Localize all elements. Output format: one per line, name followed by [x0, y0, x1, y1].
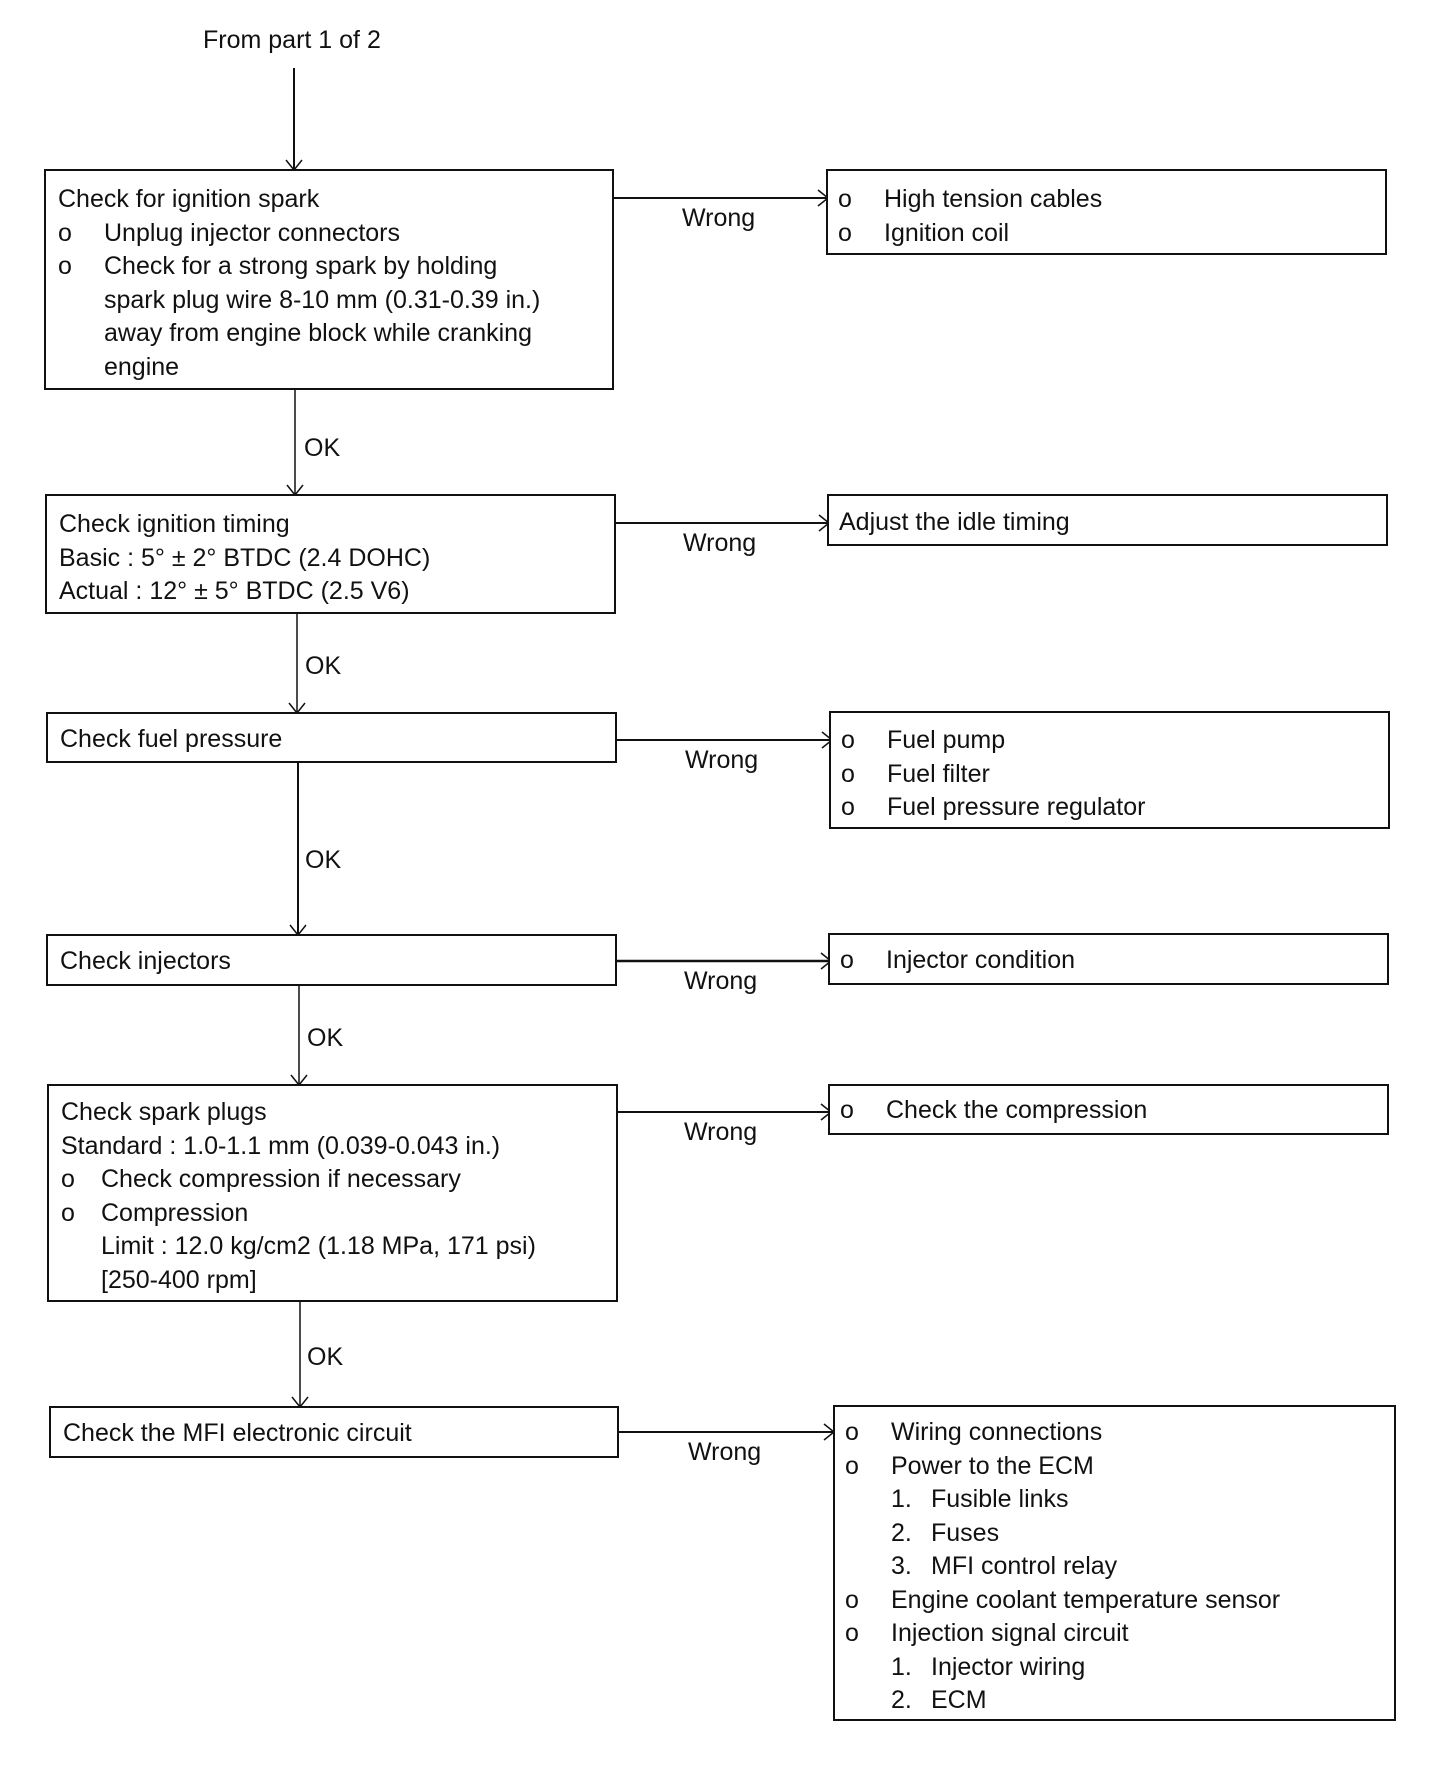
- ok-label: OK: [307, 1024, 344, 1052]
- remedy-spark-plugs: [828, 1084, 1389, 1135]
- step-title: Check spark plugs: [61, 1098, 267, 1126]
- wrong-label: Wrong: [683, 529, 757, 557]
- bullet-icon: o: [58, 252, 72, 280]
- remedy-ignition-spark: [826, 169, 1387, 255]
- bullet-icon: o: [838, 185, 852, 213]
- remedy-item: Wiring connections: [891, 1418, 1103, 1446]
- step-line: spark plug wire 8-10 mm (0.31-0.39 in.): [104, 285, 541, 314]
- remedy-subitem: MFI control relay: [931, 1552, 1118, 1580]
- bullet-icon: o: [61, 1165, 75, 1193]
- bullet-icon: o: [845, 1585, 859, 1614]
- remedy-subitem: ECM: [931, 1686, 987, 1714]
- step-ignition-timing: [45, 494, 616, 614]
- remedy-subitem: Injector wiring: [931, 1652, 1086, 1681]
- remedy-injectors: [828, 933, 1389, 985]
- bullet-icon: [58, 351, 104, 385]
- remedy-item: Adjust the idle timing: [839, 508, 1070, 536]
- step-title: Check the MFI electronic circuit: [63, 1419, 412, 1447]
- remedy-item: Power to the ECM: [891, 1451, 1094, 1480]
- step-line: Check for a strong spark by holding: [104, 252, 498, 280]
- remedy-subitem: Fuses: [931, 1518, 1000, 1547]
- wrong-label: Wrong: [682, 204, 756, 232]
- item-number: 3.: [891, 1552, 912, 1580]
- ok-label: OK: [305, 846, 342, 874]
- step-line: Standard : 1.0-1.1 mm (0.039-0.043 in.): [61, 1131, 501, 1160]
- step-line: Limit : 12.0 kg/cm2 (1.18 MPa, 171 psi): [101, 1232, 536, 1260]
- remedy-item: Ignition coil: [884, 218, 1010, 247]
- bullet-icon: o: [840, 1096, 854, 1124]
- bullet-icon: o: [841, 726, 855, 754]
- item-number: 2.: [891, 1686, 912, 1714]
- step-title: Check ignition timing: [59, 510, 290, 538]
- step-title: Check injectors: [60, 947, 231, 975]
- step-title: Check fuel pressure: [60, 725, 283, 753]
- bullet-icon: o: [58, 218, 72, 247]
- bullet-icon: o: [838, 218, 852, 247]
- step-line: Check compression if necessary: [101, 1165, 461, 1193]
- step-line: Compression: [101, 1198, 249, 1227]
- step-mfi-circuit: [49, 1406, 619, 1458]
- wrong-label: Wrong: [685, 746, 759, 774]
- remedy-mfi-circuit: [833, 1405, 1396, 1721]
- remedy-item: Fuel filter: [887, 759, 990, 788]
- step-spark-plugs: [47, 1084, 618, 1302]
- bullet-icon: [61, 1264, 101, 1298]
- step-line: away from engine block while cranking: [104, 319, 532, 347]
- step-line: Unplug injector connectors: [104, 218, 400, 247]
- wrong-label: Wrong: [688, 1438, 762, 1466]
- item-number: 1.: [891, 1485, 912, 1513]
- remedy-ignition-timing: [827, 494, 1388, 546]
- bullet-icon: o: [845, 1418, 859, 1446]
- remedy-item: Injection signal circuit: [891, 1619, 1129, 1647]
- remedy-fuel-pressure: [829, 711, 1390, 829]
- bullet-icon: o: [845, 1451, 859, 1480]
- step-line: Basic : 5° ± 2° BTDC (2.4 DOHC): [59, 543, 431, 572]
- remedy-item: High tension cables: [884, 185, 1103, 213]
- bullet-icon: [58, 284, 104, 318]
- step-line: engine: [104, 352, 180, 381]
- bullet-icon: o: [841, 793, 855, 821]
- item-number: 1.: [891, 1652, 912, 1681]
- remedy-item: Injector condition: [886, 946, 1076, 974]
- remedy-subitem: Fusible links: [931, 1485, 1069, 1513]
- bullet-icon: o: [840, 946, 854, 974]
- ok-label: OK: [304, 434, 341, 462]
- step-title: Check for ignition spark: [58, 185, 320, 213]
- ok-label: OK: [307, 1343, 344, 1371]
- remedy-item: Fuel pressure regulator: [887, 793, 1146, 821]
- wrong-label: Wrong: [684, 967, 758, 995]
- from-part-label: From part 1 of 2: [203, 26, 381, 54]
- step-injectors: [46, 934, 617, 986]
- bullet-icon: o: [841, 759, 855, 788]
- remedy-item: Fuel pump: [887, 726, 1006, 754]
- step-line: Actual : 12° ± 5° BTDC (2.5 V6): [59, 577, 410, 605]
- ok-label: OK: [305, 652, 342, 680]
- item-number: 2.: [891, 1518, 912, 1547]
- bullet-icon: o: [61, 1198, 75, 1227]
- step-fuel-pressure: [46, 712, 617, 763]
- step-ignition-spark: [44, 169, 614, 390]
- step-line: [250-400 rpm]: [101, 1265, 257, 1294]
- remedy-item: Engine coolant temperature sensor: [891, 1585, 1281, 1614]
- bullet-icon: [61, 1230, 101, 1264]
- remedy-item: Check the compression: [886, 1096, 1148, 1124]
- bullet-icon: o: [845, 1619, 859, 1647]
- wrong-label: Wrong: [684, 1118, 758, 1146]
- bullet-icon: [58, 317, 104, 351]
